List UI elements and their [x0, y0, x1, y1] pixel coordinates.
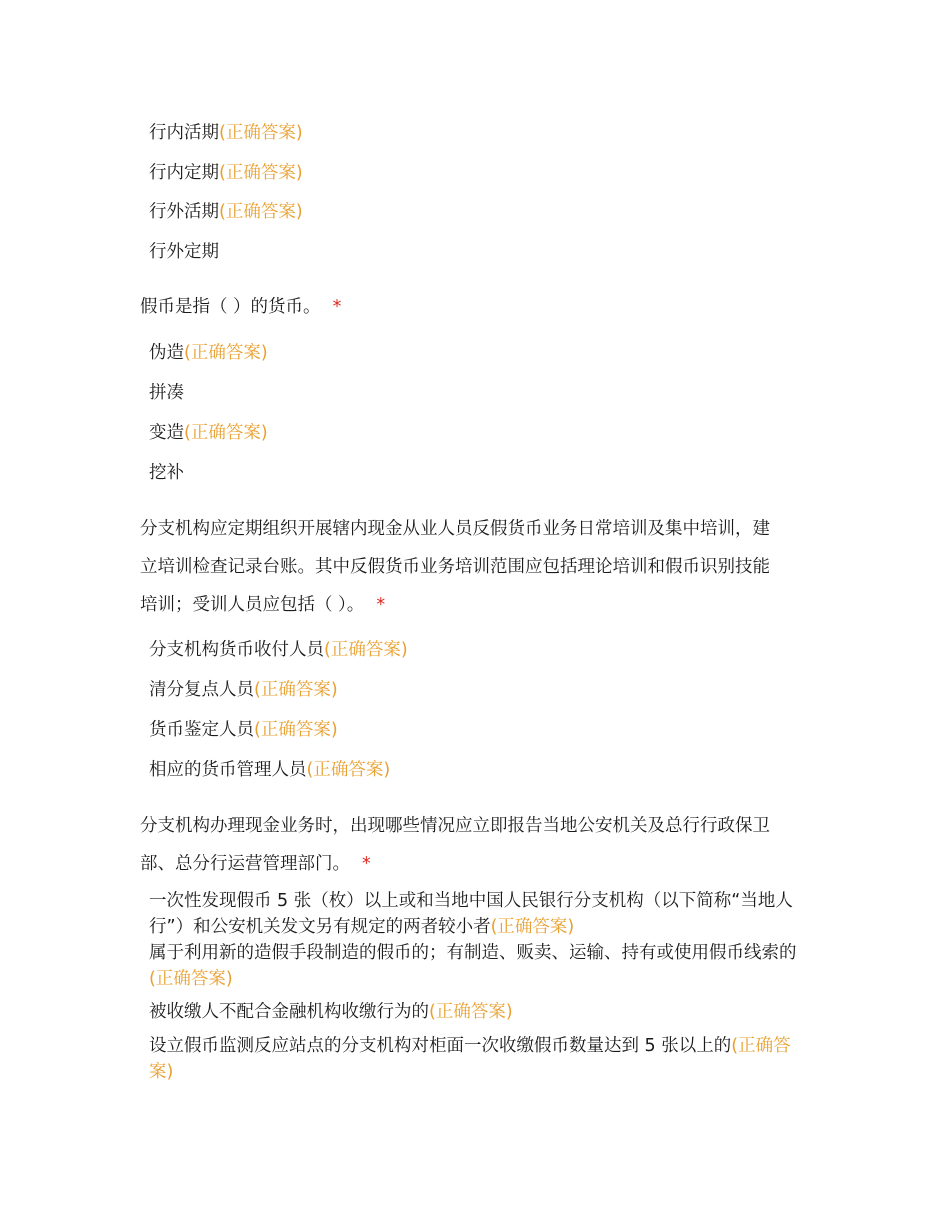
option-item[interactable] — [149, 239, 219, 265]
option-item[interactable] — [149, 677, 338, 703]
correct-answer-tag: (正确答案) — [324, 640, 408, 660]
option-text: 分支机构货币收付人员 — [149, 640, 324, 660]
correct-answer-tag: (正确答案) — [219, 202, 303, 222]
correct-answer-tag: (正确答案) — [490, 917, 575, 937]
option-item[interactable] — [149, 999, 809, 1025]
option-text: 相应的货币管理人员 — [149, 760, 307, 780]
correct-answer-tag: (正确答案) — [149, 1036, 791, 1082]
correct-answer-tag: (正确答案) — [184, 343, 268, 363]
option-item[interactable] — [149, 757, 390, 783]
option-text: 被收缴人不配合金融机构收缴行为的 — [149, 1002, 429, 1022]
correct-answer-tag: (正确答案) — [219, 163, 303, 183]
option-item[interactable] — [149, 1033, 809, 1085]
question-text — [140, 510, 820, 624]
question-line: 部、总分行运营管理部门。 * — [140, 854, 371, 874]
option-item[interactable] — [149, 420, 268, 446]
option-item[interactable] — [149, 940, 809, 992]
correct-answer-tag: (正确答案) — [149, 969, 233, 989]
correct-answer-tag: (正确答案) — [254, 720, 338, 740]
option-text: 清分复点人员 — [149, 680, 254, 700]
option-item[interactable] — [149, 199, 303, 225]
option-item[interactable] — [149, 460, 184, 486]
option-text: 变造 — [149, 423, 184, 443]
correct-answer-tag: (正确答案) — [184, 423, 268, 443]
question-line: 立培训检查记录台账。其中反假货币业务培训范围应包括理论培训和假币识别技能 — [140, 557, 770, 577]
question-line: 分支机构办理现金业务时，出现哪些情况应立即报告当地公安机关及总行行政保卫 — [140, 816, 770, 836]
required-mark: * — [376, 595, 386, 615]
option-text: 拼凑 — [149, 383, 184, 403]
option-text: 伪造 — [149, 343, 184, 363]
option-item[interactable] — [149, 888, 809, 940]
option-item[interactable] — [149, 160, 303, 186]
correct-answer-tag: (正确答案) — [219, 123, 303, 143]
option-item[interactable] — [149, 380, 184, 406]
option-text: 行内活期 — [149, 123, 219, 143]
question-line: 分支机构应定期组织开展辖内现金从业人员反假货币业务日常培训及集中培训，建 — [140, 519, 770, 539]
option-text: 货币鉴定人员 — [149, 720, 254, 740]
option-item[interactable] — [149, 717, 338, 743]
option-text: 行外定期 — [149, 242, 219, 262]
option-text: 一次性发现假币 5 张（枚）以上或和当地中国人民银行分支机构（以下简称“当地人行”）和公安机关发文另有规定的两者较小者 — [149, 891, 793, 937]
correct-answer-tag: (正确答案) — [306, 760, 391, 780]
question-text: 假币是指（ ）的货币。 * — [140, 297, 342, 317]
option-text: 挖补 — [149, 463, 184, 483]
option-text: 设立假币监测反应站点的分支机构对柜面一次收缴假币数量达到 5 张以上的 — [149, 1036, 732, 1056]
option-text: 行外活期 — [149, 202, 219, 222]
correct-answer-tag: (正确答案) — [254, 680, 338, 700]
question-line: 培训；受训人员应包括（ ）。 * — [140, 595, 386, 615]
option-item[interactable] — [149, 637, 408, 663]
option-item[interactable] — [149, 120, 303, 146]
question-text — [140, 807, 820, 883]
correct-answer-tag: (正确答案) — [429, 1002, 513, 1022]
option-item[interactable] — [149, 340, 268, 366]
option-text: 属于利用新的造假手段制造的假币的；有制造、贩卖、运输、持有或使用假币线索的 — [149, 943, 797, 963]
required-mark: * — [362, 854, 371, 874]
required-mark: * — [332, 297, 342, 317]
option-text: 行内定期 — [149, 163, 219, 183]
